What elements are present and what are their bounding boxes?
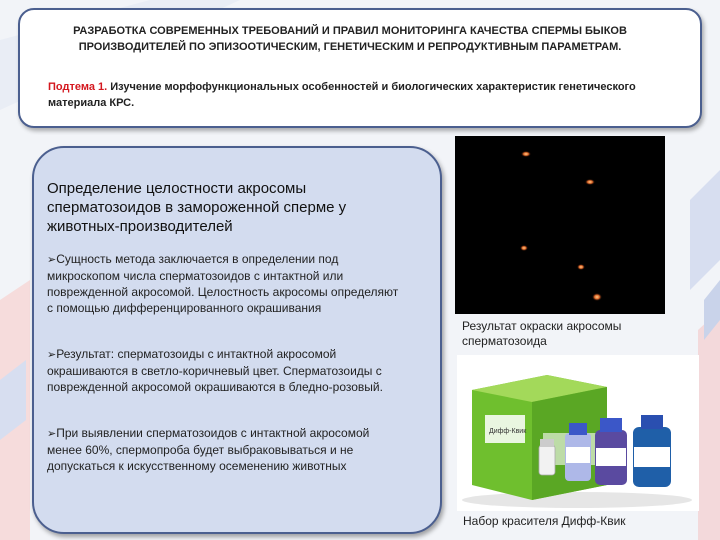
bullet-text: Сущность метода заключается в определении под микроскопом числа сперматозоидов с интактной или поврежденной акросомой. Целостность акросомы определяют с помощью дифференцированного окрашивания	[47, 252, 399, 315]
bullet-result	[47, 346, 407, 395]
diff-quik-kit-illustration	[457, 355, 699, 511]
bullet-text: Результат: сперматозоиды с интактной акросомой окрашиваются в светло-коричневый цвет. Сперматозоиды с поврежденной акросомой окрашиваются в бледно-розовый.	[47, 347, 383, 394]
subtopic-text: Изучение морфофункциональных особенностей и биологических характеристик генетического материала КРС.	[48, 81, 636, 109]
micro-caption: Результат окраски акросомы сперматозоида	[462, 319, 622, 348]
arrow-bullet-icon: ➢	[47, 428, 57, 440]
arrow-bullet-icon: ➢	[47, 349, 57, 361]
bullet-text: При выявлении сперматозоидов с интактной акросомой менее 60%, спермопроба будет выбраковываться и не допускаться к искусственному осеменению животных	[47, 426, 370, 473]
bullet-method	[47, 251, 407, 316]
subtopic	[48, 79, 648, 111]
microscopy-image	[455, 136, 665, 314]
kit-caption: Набор красителя Дифф-Квик	[463, 514, 626, 528]
subtopic-label: Подтема 1.	[48, 81, 108, 93]
bullet-rejection	[47, 425, 407, 474]
sperm-cells-image	[455, 136, 665, 314]
kit-box-label: Дифф-Квик	[489, 428, 527, 435]
method-title: Определение целостности акросомы сперматозоидов в замороженной сперме у животных-производителей	[47, 180, 347, 235]
stain-kit-image	[457, 355, 699, 511]
page-title: РАЗРАБОТКА СОВРЕМЕННЫХ ТРЕБОВАНИЙ И ПРАВИЛ МОНИТОРИНГА КАЧЕСТВА СПЕРМЫ БЫКОВ ПРОИЗВОДИТЕЛЕЙ ПО ЭПИЗООТИЧЕСКИМ, ГЕНЕТИЧЕСКИМ И РЕПРОДУКТИВНЫМ ПАРАМЕТРАМ.	[73, 25, 627, 53]
arrow-bullet-icon: ➢	[47, 254, 57, 266]
